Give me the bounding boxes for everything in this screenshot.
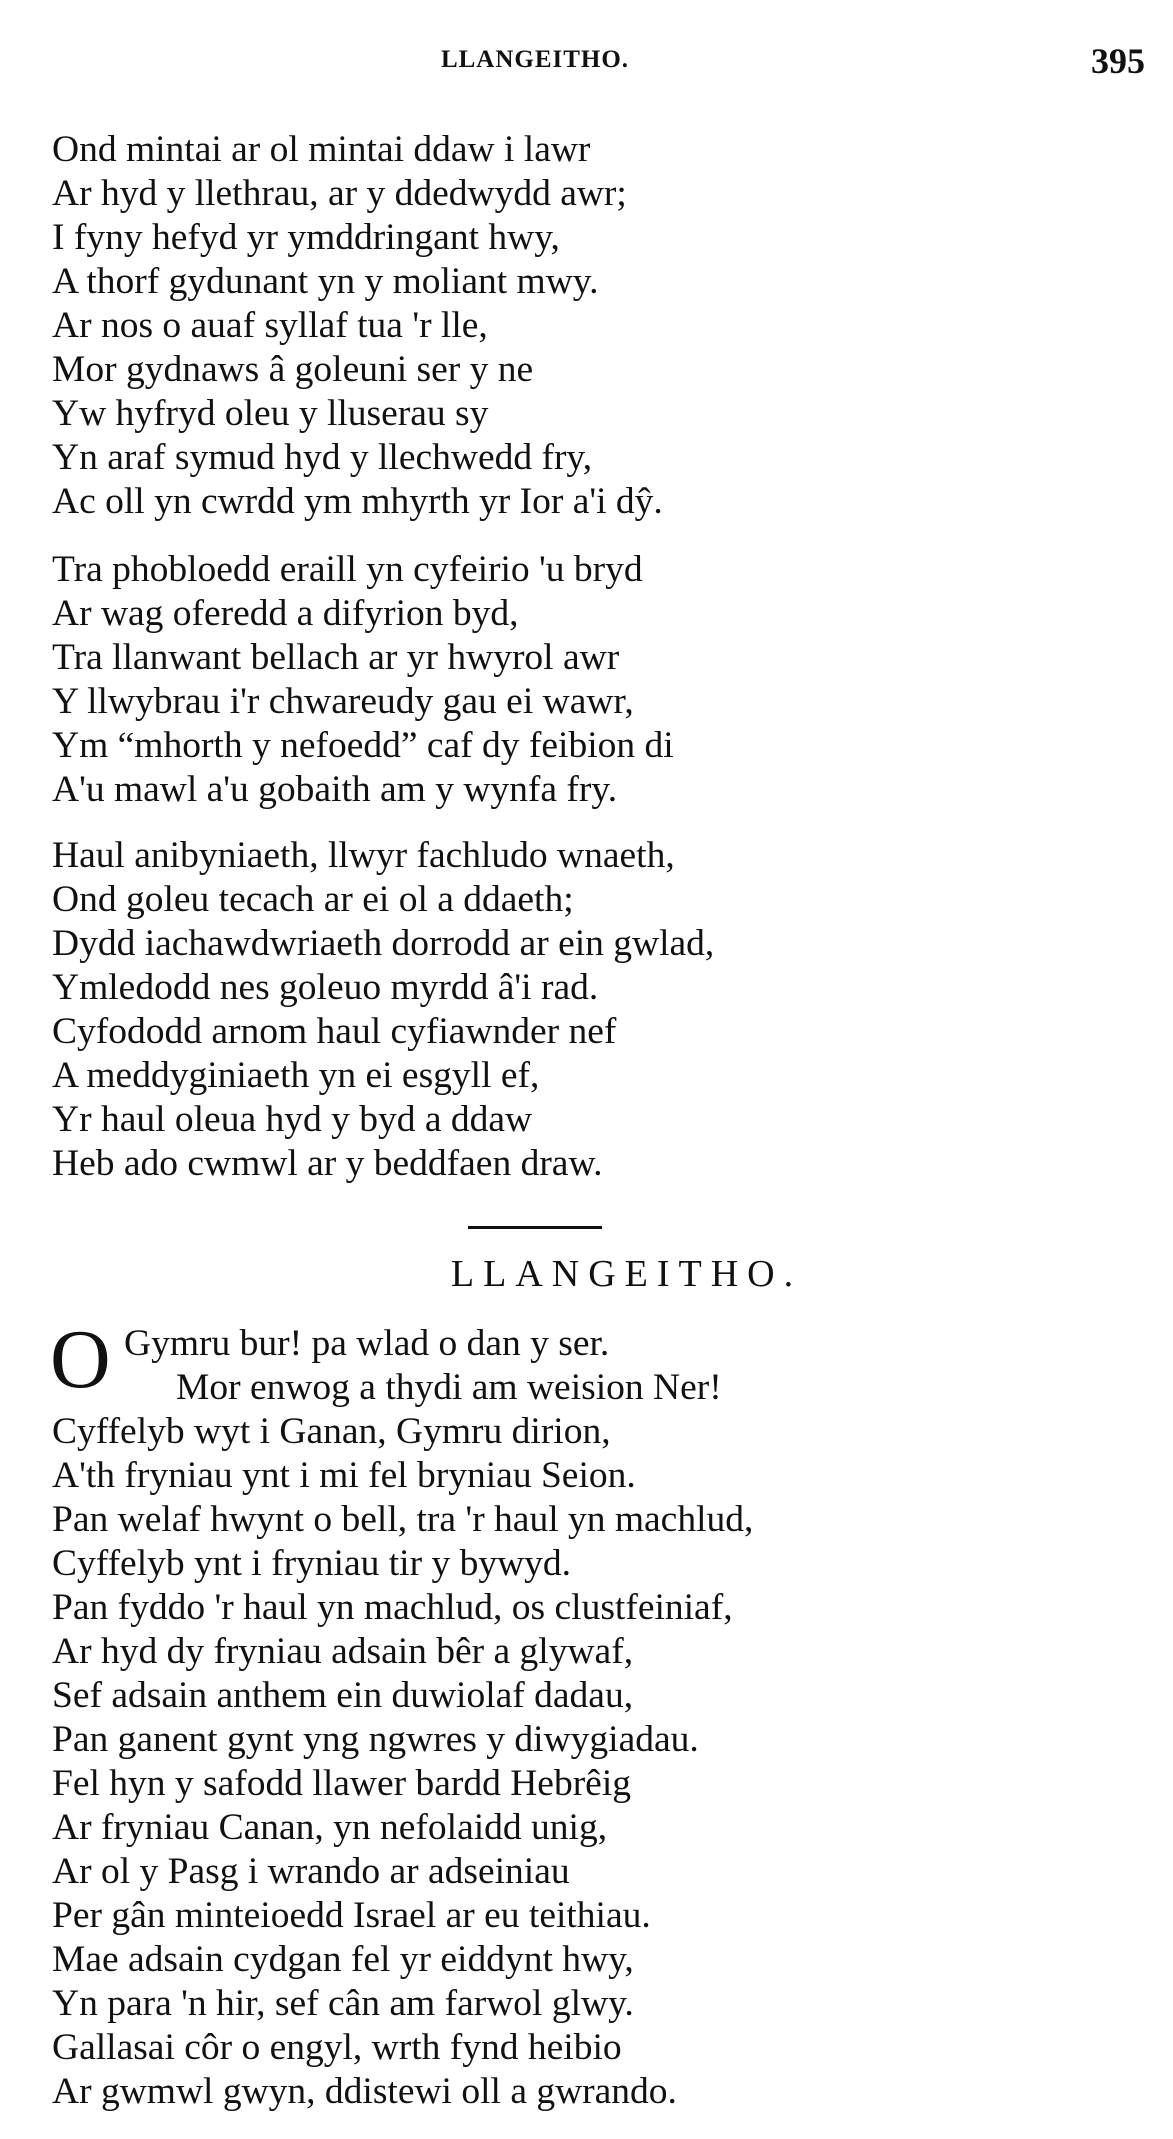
verse-line: Ond mintai ar ol mintai ddaw i lawr [52, 129, 591, 170]
section-divider [468, 1226, 602, 1229]
verse-line: Ar hyd dy fryniau adsain bêr a glywaf, [52, 1631, 634, 1672]
verse-line: Haul anibyniaeth, llwyr fachludo wnaeth, [52, 835, 675, 876]
verse-line: Cyffelyb ynt i fryniau tir y bywyd. [52, 1543, 572, 1584]
verse-line: Yn araf symud hyd y llechwedd fry, [52, 437, 593, 478]
verse-line: Ond goleu tecach ar ei ol a ddaeth; [52, 879, 574, 920]
verse-line: Mae adsain cydgan fel yr eiddynt hwy, [52, 1939, 634, 1980]
verse-line: Sef adsain anthem ein duwiolaf dadau, [52, 1675, 634, 1716]
verse-line: Mor enwog a thydi am weision Ner! [176, 1367, 722, 1408]
verse-line: Ymledodd nes goleuo myrdd â'i rad. [52, 967, 599, 1008]
poem-llangeitho [50, 1313, 1142, 2114]
verse-line: Mor gydnaws â goleuni ser y ne [52, 349, 534, 390]
verse-line: Pan welaf hwynt o bell, tra 'r haul yn machlud, [52, 1499, 754, 1540]
verse-line: A thorf gydunant yn y moliant mwy. [52, 261, 599, 302]
stanza-3 [52, 834, 1142, 1186]
verse-line: Pan ganent gynt yng ngwres y diwygiadau. [52, 1719, 699, 1760]
verse-line: Ym “mhorth y nefoedd” caf dy feibion di [52, 725, 674, 766]
verse-line: Gymru bur! pa wlad o dan y ser. [124, 1323, 610, 1364]
running-title: LLANGEITHO. [440, 46, 630, 73]
verse-line: Ar wag oferedd a difyrion byd, [52, 593, 519, 634]
verse-line: Yn para 'n hir, sef cân am farwol glwy. [52, 1983, 634, 2024]
verse-line: Per gân minteioedd Israel ar eu teithiau. [52, 1895, 651, 1936]
verse-line: Ar ol y Pasg i wrando ar adseiniau [52, 1851, 570, 1892]
verse-line: I fyny hefyd yr ymddringant hwy, [52, 217, 560, 258]
verse-line: Tra llanwant bellach ar yr hwyrol awr [52, 637, 620, 678]
verse-line: Fel hyn y safodd llawer bardd Hebrêig [52, 1763, 631, 1804]
verse-line: Dydd iachawdwriaeth dorrodd ar ein gwlad, [52, 923, 715, 964]
verse-line: Cyffelyb wyt i Ganan, Gymru dirion, [52, 1411, 611, 1452]
verse-line: Ac oll yn cwrdd ym mhyrth yr Ior a'i dŷ. [52, 481, 663, 522]
verse-line: Y llwybrau i'r chwareudy gau ei wawr, [52, 681, 634, 722]
drop-cap: O [50, 1313, 111, 1406]
section-title: LLANGEITHO. [450, 1253, 803, 1295]
running-head [0, 41, 1173, 86]
verse-line: Yr haul oleua hyd y byd a ddaw [52, 1099, 533, 1140]
verse-line: A meddyginiaeth yn ei esgyll ef, [52, 1055, 540, 1096]
verse-line: A'th fryniau ynt i mi fel bryniau Seion. [52, 1455, 636, 1496]
stanza-1 [52, 128, 1142, 524]
verse-line: Ar fryniau Canan, yn nefolaidd unig, [52, 1807, 608, 1848]
verse-line: Ar hyd y llethrau, ar y ddedwydd awr; [52, 173, 627, 214]
verse-line: Gallasai côr o engyl, wrth fynd heibio [52, 2027, 622, 2068]
stanza-2 [52, 548, 1142, 812]
verse-line: Yw hyfryd oleu y lluserau sy [52, 393, 489, 434]
verse-line: Tra phobloedd eraill yn cyfeirio 'u bryd [52, 549, 643, 590]
verse-line: Cyfododd arnom haul cyfiawnder nef [52, 1011, 617, 1052]
verse-line: Ar nos o auaf syllaf tua 'r lle, [52, 305, 488, 346]
verse-line: A'u mawl a'u gobaith am y wynfa fry. [52, 769, 618, 810]
verse-line: Heb ado cwmwl ar y beddfaen draw. [52, 1143, 603, 1184]
verse-line: Pan fyddo 'r haul yn machlud, os clustfeiniaf, [52, 1587, 733, 1628]
page-number: 395 [1091, 41, 1145, 81]
verse-line: Ar gwmwl gwyn, ddistewi oll a gwrando. [52, 2071, 677, 2112]
